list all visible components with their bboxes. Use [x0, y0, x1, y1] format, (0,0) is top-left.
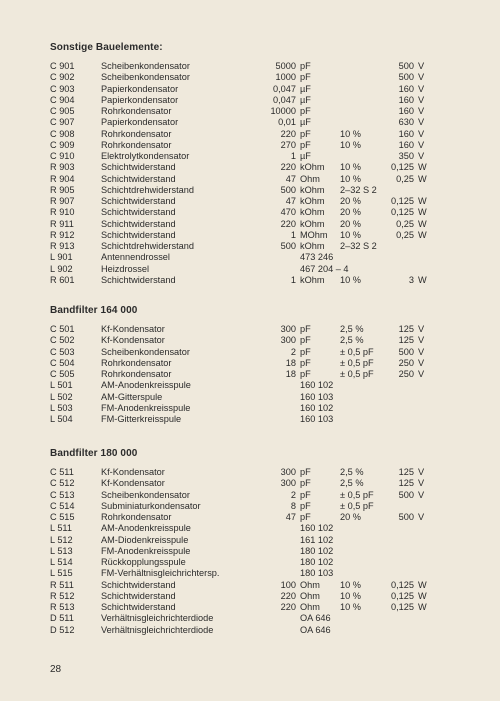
- component-unit: 161 102: [300, 534, 334, 545]
- component-tolerance: 10 %: [340, 579, 361, 590]
- component-unit: Ohm: [300, 579, 320, 590]
- component-unit: 160 102: [300, 402, 334, 413]
- component-rating-unit: V: [418, 346, 425, 357]
- component-rating-unit: V: [418, 489, 425, 500]
- component-rating-unit: V: [418, 151, 425, 161]
- component-rating: 0,125: [391, 590, 414, 601]
- designator: C 504: [50, 357, 75, 368]
- designator: C 907: [50, 117, 75, 128]
- component-unit: OA 646: [300, 624, 331, 635]
- component-rating: 0,25: [396, 229, 414, 240]
- component-value: 220: [280, 128, 296, 139]
- component-rating: 500: [398, 61, 414, 71]
- component-rating-unit: V: [418, 94, 425, 105]
- designator: C 904: [50, 94, 75, 105]
- component-row: [0, 207, 500, 218]
- component-unit: kOhm: [300, 218, 325, 229]
- component-tolerance: ± 0,5 pF: [340, 369, 374, 379]
- component-name: Rohrkondensator: [101, 512, 172, 522]
- component-tolerance: 10 %: [340, 139, 361, 150]
- component-name: Elektrolytkondensator: [101, 151, 190, 161]
- component-name: FM-Anodenkreisspule: [101, 545, 191, 556]
- component-rating: 160: [398, 128, 414, 139]
- component-value: 500: [280, 241, 296, 251]
- component-rating: 160: [398, 94, 414, 105]
- component-unit: 160 102: [300, 523, 334, 534]
- component-name: Schichtwiderstand: [101, 274, 176, 285]
- component-row: [0, 613, 500, 624]
- component-unit: pF: [300, 500, 311, 511]
- component-name: Subminiaturkondensator: [101, 500, 201, 511]
- component-unit: 473 246: [300, 252, 334, 263]
- component-name: Schichtdrehwiderstand: [101, 184, 194, 195]
- component-unit: pF: [300, 357, 311, 368]
- component-tolerance: 20 %: [340, 218, 361, 229]
- component-rating: 0,125: [391, 196, 414, 206]
- component-unit: kOhm: [300, 162, 325, 173]
- component-value: 47: [285, 173, 296, 184]
- component-row: [0, 84, 500, 95]
- component-unit: pF: [300, 478, 311, 489]
- component-name: Scheibenkondensator: [101, 61, 190, 71]
- component-row: [0, 602, 500, 613]
- component-unit: Ohm: [300, 173, 320, 184]
- designator: R 905: [50, 184, 75, 195]
- component-unit: pF: [300, 512, 311, 522]
- component-rating: 0,125: [391, 162, 414, 173]
- component-row: [0, 241, 500, 252]
- component-tolerance: 10 %: [340, 229, 361, 240]
- designator: C 902: [50, 72, 75, 83]
- component-tolerance: 2,5 %: [340, 467, 364, 477]
- designator: L 902: [50, 263, 73, 274]
- component-value: 1: [290, 274, 296, 285]
- component-rating: 160: [398, 83, 414, 94]
- component-tolerance: 10 %: [340, 128, 361, 139]
- component-unit: pF: [300, 139, 311, 150]
- component-rating: 160: [398, 139, 414, 150]
- component-rating: 500: [398, 512, 414, 522]
- component-value: 500: [280, 184, 296, 195]
- designator: R 512: [50, 590, 75, 601]
- designator: C 901: [50, 61, 75, 71]
- component-name: Rohrkondensator: [101, 369, 172, 379]
- component-row: [0, 347, 500, 358]
- component-row: [0, 117, 500, 128]
- component-row: [0, 501, 500, 512]
- designator: L 504: [50, 414, 73, 424]
- component-unit: pF: [300, 467, 311, 477]
- component-name: Schichtwiderstand: [101, 173, 176, 184]
- component-unit: pF: [300, 128, 311, 139]
- component-rating-unit: W: [418, 590, 427, 601]
- section-heading: Bandfilter 164 000: [50, 305, 138, 316]
- component-value: 220: [280, 590, 296, 601]
- component-rating: 0,25: [396, 218, 414, 229]
- component-name: Rückkopplungsspule: [101, 557, 186, 567]
- component-name: AM-Gitterspule: [101, 391, 163, 402]
- component-rating-unit: W: [418, 229, 427, 240]
- component-unit: pF: [300, 72, 311, 83]
- component-unit: 180 102: [300, 545, 334, 556]
- component-unit: 160 103: [300, 414, 334, 424]
- component-value: 220: [280, 162, 296, 173]
- component-row: [0, 568, 500, 579]
- component-name: Rohrkondensator: [101, 139, 172, 150]
- component-rating: 350: [398, 151, 414, 161]
- component-value: 18: [285, 369, 296, 379]
- designator: C 503: [50, 346, 75, 357]
- component-value: 47: [285, 512, 296, 522]
- component-unit: pF: [300, 61, 311, 71]
- designator: D 512: [50, 624, 75, 635]
- component-name: Scheibenkondensator: [101, 346, 190, 357]
- component-value: 1: [290, 151, 296, 161]
- component-row: [0, 392, 500, 403]
- designator: C 909: [50, 139, 75, 150]
- component-row: [0, 535, 500, 546]
- component-tolerance: 20 %: [340, 207, 361, 218]
- component-value: 300: [280, 335, 296, 346]
- component-tolerance: 10 %: [340, 602, 361, 612]
- component-unit: 180 102: [300, 557, 334, 567]
- component-name: Schichtdrehwiderstand: [101, 241, 194, 251]
- component-name: Kf-Kondensator: [101, 335, 165, 346]
- component-row: [0, 403, 500, 414]
- component-rating-unit: V: [418, 335, 425, 346]
- component-row: [0, 72, 500, 83]
- component-tolerance: ± 0,5 pF: [340, 500, 374, 511]
- designator: D 511: [50, 613, 74, 624]
- designator: C 910: [50, 151, 75, 161]
- designator: R 601: [50, 274, 75, 285]
- designator: C 514: [50, 500, 75, 511]
- component-unit: kOhm: [300, 184, 325, 195]
- component-rating: 0,25: [396, 173, 414, 184]
- component-row: [0, 490, 500, 501]
- component-rating-unit: V: [418, 478, 425, 489]
- component-name: Schichtwiderstand: [101, 590, 176, 601]
- component-value: 220: [280, 218, 296, 229]
- component-tolerance: 10 %: [340, 173, 361, 184]
- component-unit: µF: [300, 117, 311, 128]
- component-row: [0, 625, 500, 636]
- component-rating: 0,125: [391, 602, 414, 612]
- component-unit: pF: [300, 346, 311, 357]
- component-row: [0, 106, 500, 117]
- component-rating-unit: V: [418, 83, 425, 94]
- component-row: [0, 129, 500, 140]
- component-rating-unit: V: [418, 324, 425, 334]
- component-name: Schichtwiderstand: [101, 196, 176, 206]
- component-row: [0, 95, 500, 106]
- component-rating: 250: [398, 369, 414, 379]
- component-name: Rohrkondensator: [101, 106, 172, 116]
- component-tolerance: 2,5 %: [340, 478, 364, 489]
- component-name: Papierkondensator: [101, 83, 179, 94]
- component-name: Heizdrossel: [101, 263, 149, 274]
- component-unit: kOhm: [300, 196, 325, 206]
- component-row: [0, 174, 500, 185]
- component-value: 2: [290, 489, 296, 500]
- component-value: 1000: [275, 72, 296, 83]
- component-rating-unit: V: [418, 128, 425, 139]
- component-name: FM-Verhältnisgleichrichtersp.: [101, 568, 220, 579]
- component-unit: 160 102: [300, 380, 334, 391]
- component-name: AM-Anodenkreisspule: [101, 523, 191, 534]
- component-value: 100: [280, 579, 296, 590]
- designator: L 514: [50, 557, 73, 567]
- component-tolerance: 20 %: [340, 512, 361, 522]
- component-row: [0, 557, 500, 568]
- component-row: [0, 358, 500, 369]
- component-name: FM-Gitterkreisspule: [101, 414, 182, 424]
- component-rating-unit: V: [418, 61, 425, 71]
- component-name: Verhältnisgleichrichterdiode: [101, 624, 214, 635]
- component-rating: 125: [398, 324, 414, 334]
- designator: C 501: [50, 324, 75, 334]
- component-rating: 125: [398, 467, 414, 477]
- component-rating-unit: W: [418, 173, 427, 184]
- component-row: [0, 219, 500, 230]
- component-tolerance: ± 0,5 pF: [340, 346, 374, 357]
- component-rating-unit: V: [418, 357, 425, 368]
- component-rating-unit: W: [418, 196, 427, 206]
- component-value: 300: [280, 467, 296, 477]
- designator: L 512: [50, 534, 73, 545]
- component-rating: 500: [398, 489, 414, 500]
- component-name: Rohrkondensator: [101, 357, 172, 368]
- component-rating: 0,125: [391, 579, 414, 590]
- component-name: Papierkondensator: [101, 117, 179, 128]
- component-unit: µF: [300, 94, 311, 105]
- component-rating-unit: W: [418, 162, 427, 173]
- component-rating-unit: W: [418, 274, 427, 285]
- designator: C 513: [50, 489, 75, 500]
- component-row: [0, 151, 500, 162]
- designator: C 908: [50, 128, 75, 139]
- component-unit: pF: [300, 335, 311, 346]
- component-list: [0, 61, 500, 286]
- component-rating-unit: W: [418, 602, 427, 612]
- designator: C 502: [50, 335, 75, 346]
- component-value: 10000: [270, 106, 296, 116]
- component-unit: pF: [300, 489, 311, 500]
- component-tolerance: 2,5 %: [340, 324, 364, 334]
- component-tolerance: 10 %: [340, 162, 361, 173]
- designator: R 513: [50, 602, 75, 612]
- component-name: Schichtwiderstand: [101, 229, 176, 240]
- component-row: [0, 140, 500, 151]
- component-tolerance: 10 %: [340, 590, 361, 601]
- component-rating-unit: W: [418, 218, 427, 229]
- component-name: Schichtwiderstand: [101, 162, 176, 173]
- component-value: 0,01: [278, 117, 296, 128]
- component-name: FM-Anodenkreisspule: [101, 402, 191, 413]
- designator: R 911: [50, 218, 74, 229]
- component-rating-unit: W: [418, 579, 427, 590]
- designator: C 903: [50, 83, 75, 94]
- component-row: [0, 478, 500, 489]
- component-unit: µF: [300, 83, 311, 94]
- component-unit: OA 646: [300, 613, 331, 624]
- designator: R 913: [50, 241, 75, 251]
- component-rating-unit: V: [418, 512, 425, 522]
- component-name: AM-Anodenkreisspule: [101, 380, 191, 391]
- component-unit: pF: [300, 106, 311, 116]
- designator: C 505: [50, 369, 75, 379]
- component-unit: pF: [300, 324, 311, 334]
- designator: R 910: [50, 207, 75, 218]
- component-tolerance: ± 0,5 pF: [340, 489, 374, 500]
- component-unit: 160 103: [300, 391, 334, 402]
- component-rating-unit: V: [418, 369, 425, 379]
- component-value: 300: [280, 324, 296, 334]
- designator: R 903: [50, 162, 75, 173]
- component-unit: pF: [300, 369, 311, 379]
- component-name: Schichtwiderstand: [101, 602, 176, 612]
- component-rating: 250: [398, 357, 414, 368]
- designator: R 904: [50, 173, 75, 184]
- component-name: Scheibenkondensator: [101, 72, 190, 83]
- component-row: [0, 230, 500, 241]
- component-row: [0, 264, 500, 275]
- component-name: AM-Diodenkreisspule: [101, 534, 189, 545]
- component-value: 0,047: [273, 94, 296, 105]
- component-value: 470: [280, 207, 296, 218]
- component-row: [0, 591, 500, 602]
- component-value: 0,047: [273, 83, 296, 94]
- component-row: [0, 467, 500, 478]
- component-tolerance: ± 0,5 pF: [340, 357, 374, 368]
- component-row: [0, 523, 500, 534]
- component-rating: 125: [398, 335, 414, 346]
- designator: R 907: [50, 196, 75, 206]
- component-row: [0, 252, 500, 263]
- component-row: [0, 335, 500, 346]
- designator: C 511: [50, 467, 74, 477]
- component-row: [0, 512, 500, 523]
- designator: L 501: [50, 380, 73, 391]
- component-value: 8: [290, 500, 296, 511]
- component-name: Kf-Kondensator: [101, 324, 165, 334]
- component-unit: kOhm: [300, 274, 325, 285]
- designator: L 503: [50, 402, 73, 413]
- component-value: 47: [285, 196, 296, 206]
- component-rating: 0,125: [391, 207, 414, 218]
- component-name: Kf-Kondensator: [101, 478, 165, 489]
- component-name: Schichtwiderstand: [101, 207, 176, 218]
- designator: L 901: [50, 252, 73, 263]
- component-unit: kOhm: [300, 207, 325, 218]
- component-name: Schichtwiderstand: [101, 218, 176, 229]
- component-value: 5000: [275, 61, 296, 71]
- designator: L 513: [50, 545, 73, 556]
- designator: L 502: [50, 391, 73, 402]
- component-name: Antennendrossel: [101, 252, 170, 263]
- component-name: Verhältnisgleichrichterdiode: [101, 613, 214, 624]
- component-unit: 180 103: [300, 568, 334, 579]
- component-unit: kOhm: [300, 241, 325, 251]
- designator: L 511: [50, 523, 72, 534]
- component-list: [0, 324, 500, 425]
- component-name: Kf-Kondensator: [101, 467, 165, 477]
- component-row: [0, 185, 500, 196]
- component-name: Rohrkondensator: [101, 128, 172, 139]
- component-rating: 3: [408, 274, 414, 285]
- component-row: [0, 414, 500, 425]
- component-rating-unit: V: [418, 106, 425, 116]
- component-value: 1: [290, 229, 296, 240]
- component-rating-unit: V: [418, 139, 425, 150]
- component-row: [0, 546, 500, 557]
- component-rating: 630: [398, 117, 414, 128]
- component-tolerance: 2–32 S 2: [340, 184, 377, 195]
- page-number: 28: [50, 664, 62, 675]
- component-rating-unit: W: [418, 207, 427, 218]
- component-unit: Ohm: [300, 602, 320, 612]
- component-unit: MOhm: [300, 229, 328, 240]
- component-value: 300: [280, 478, 296, 489]
- component-tolerance: 2,5 %: [340, 335, 364, 346]
- component-row: [0, 275, 500, 286]
- component-row: [0, 196, 500, 207]
- component-tolerance: 2–32 S 2: [340, 241, 377, 251]
- component-tolerance: 10 %: [340, 274, 361, 285]
- component-name: Schichtwiderstand: [101, 579, 176, 590]
- component-row: [0, 162, 500, 173]
- component-row: [0, 580, 500, 591]
- component-value: 220: [280, 602, 296, 612]
- designator: C 512: [50, 478, 75, 489]
- component-rating: 500: [398, 346, 414, 357]
- component-rating: 125: [398, 478, 414, 489]
- component-unit: µF: [300, 151, 311, 161]
- component-row: [0, 369, 500, 380]
- designator: R 912: [50, 229, 75, 240]
- component-rating: 160: [398, 106, 414, 116]
- component-unit: 467 204 – 4: [300, 263, 349, 274]
- component-name: Papierkondensator: [101, 94, 179, 105]
- component-rating-unit: V: [418, 117, 425, 128]
- component-list: [0, 467, 500, 636]
- component-rating-unit: V: [418, 72, 425, 83]
- designator: C 515: [50, 512, 75, 522]
- designator: R 511: [50, 579, 74, 590]
- component-rating-unit: V: [418, 467, 425, 477]
- component-value: 18: [285, 357, 296, 368]
- component-value: 2: [290, 346, 296, 357]
- designator: C 905: [50, 106, 75, 116]
- component-tolerance: 20 %: [340, 196, 361, 206]
- designator: L 515: [50, 568, 73, 579]
- component-rating: 500: [398, 72, 414, 83]
- component-row: [0, 380, 500, 391]
- component-name: Scheibenkondensator: [101, 489, 190, 500]
- section-heading: Bandfilter 180 000: [50, 448, 138, 459]
- component-row: [0, 324, 500, 335]
- component-row: [0, 61, 500, 72]
- component-unit: Ohm: [300, 590, 320, 601]
- component-value: 270: [280, 139, 296, 150]
- section-heading: Sonstige Bauelemente:: [50, 42, 163, 53]
